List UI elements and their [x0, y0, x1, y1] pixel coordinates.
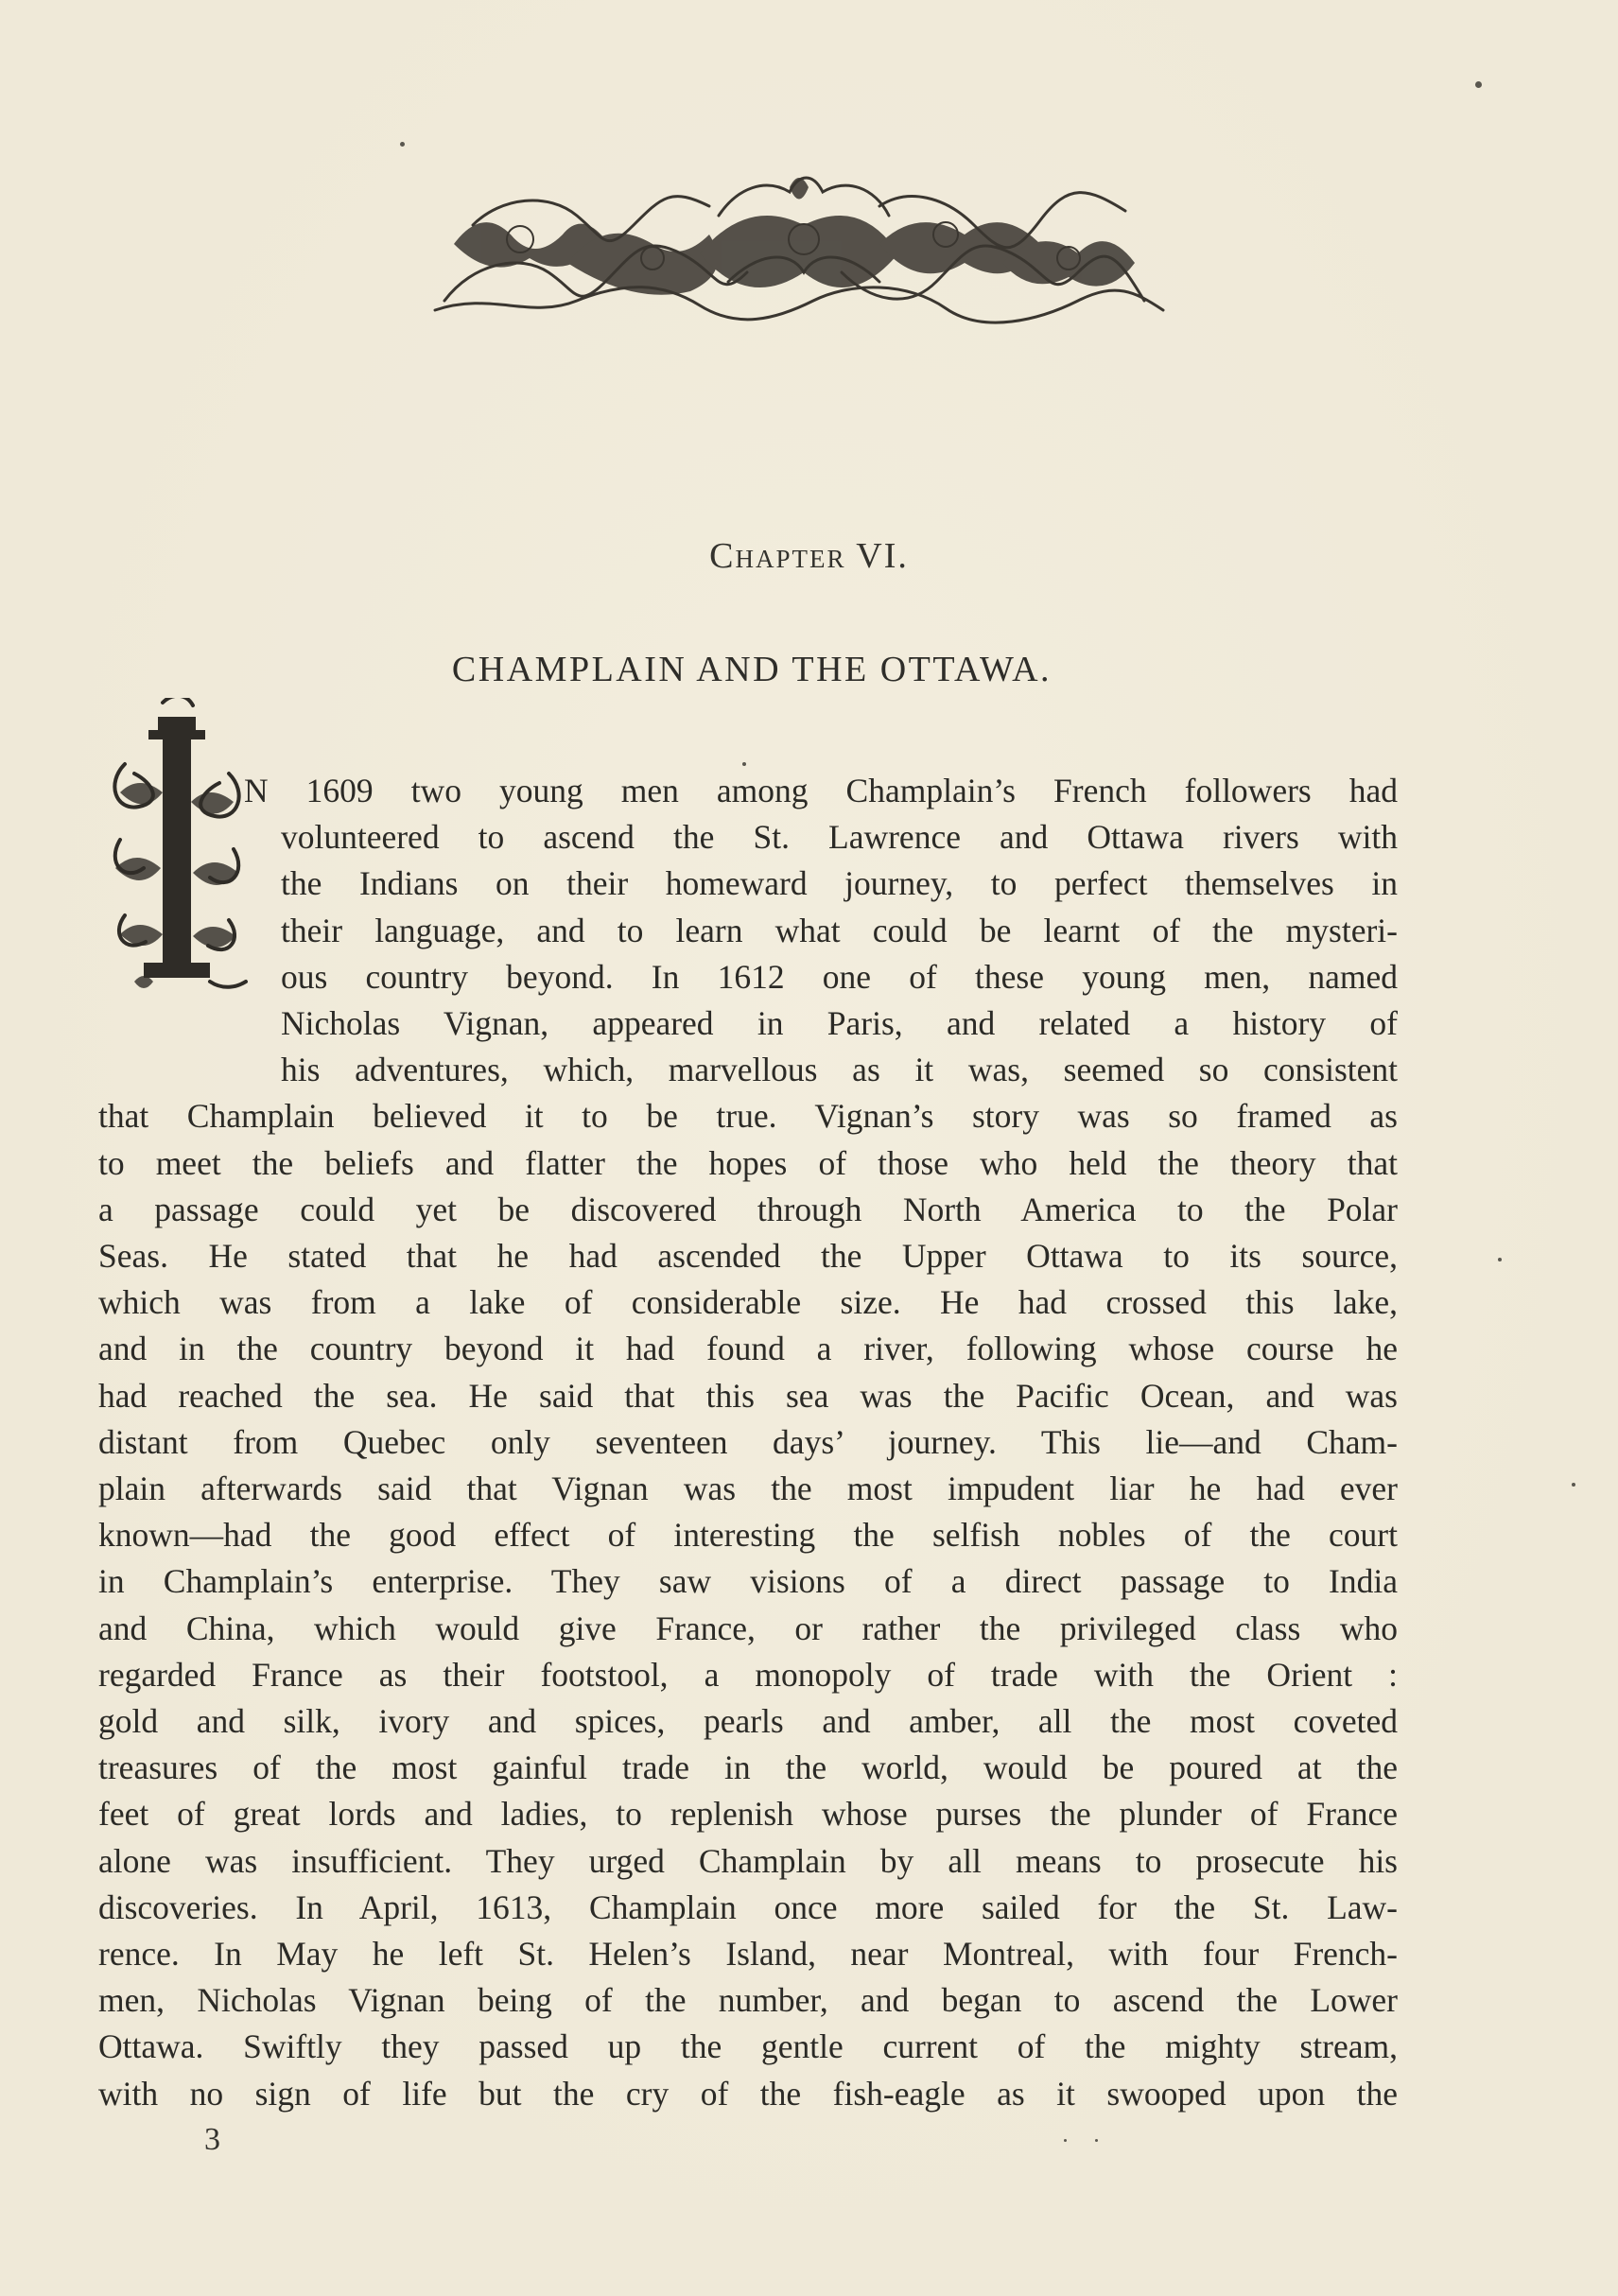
paragraph-line: discoveries. In April, 1613, Champlain once more sailed for the St. Law-	[98, 1887, 1398, 1926]
paragraph-line: distant from Quebec only seventeen days’ journey. This lie—and Cham-	[98, 1422, 1398, 1461]
paragraph-line: regarded France as their footstool, a monopoly of trade with the Orient :	[98, 1655, 1398, 1694]
paragraph-line: Nicholas Vignan, appeared in Paris, and related a history of	[281, 1004, 1398, 1043]
paper-speck	[1095, 2139, 1098, 2142]
paper-speck	[1572, 1483, 1575, 1487]
paragraph-line: volunteered to ascend the St. Lawrence and Ottawa rivers with	[281, 818, 1398, 857]
paper-speck	[400, 142, 405, 147]
paragraph-line: ous country beyond. In 1612 one of these young men, named	[281, 957, 1398, 996]
paper-speck	[742, 762, 746, 766]
chapter-title: CHAMPLAIN AND THE OTTAWA.	[451, 650, 1053, 689]
paragraph-line: that Champlain believed it to be true. Vignan’s story was so framed as	[98, 1097, 1398, 1136]
chapter-label	[0, 535, 1618, 577]
paragraph-line: their language, and to learn what could be learnt of the mysteri-	[281, 911, 1398, 949]
paragraph-line: alone was insufficient. They urged Champlain by all means to prosecute his	[98, 1841, 1398, 1880]
paragraph-line: plain afterwards said that Vignan was the most impudent liar he had ever	[98, 1470, 1398, 1508]
chapter-label-text: Chapter VI.	[709, 536, 909, 576]
paragraph-line: feet of great lords and ladies, to replenish whose purses the plunder of France	[98, 1795, 1398, 1834]
paragraph-line: with no sign of life but the cry of the fish-eagle as it swooped upon the	[98, 2074, 1398, 2113]
paragraph-line: Seas. He stated that he had ascended the Upper Ottawa to its source,	[98, 1237, 1398, 1276]
body-paragraph	[98, 768, 1398, 2117]
paragraph-line: in Champlain’s enterprise. They saw visions of a direct passage to India	[98, 1562, 1398, 1601]
paragraph-line: to meet the beliefs and flatter the hopes of those who held the theory that	[98, 1143, 1398, 1182]
paragraph-line: and in the country beyond it had found a river, following whose course he	[98, 1330, 1398, 1368]
paragraph-line: which was from a lake of considerable size. He had crossed this lake,	[98, 1283, 1398, 1322]
paper-speck	[1475, 81, 1482, 88]
paper-speck	[1064, 2139, 1067, 2142]
page-number: 3	[204, 2122, 220, 2157]
paragraph-line: gold and silk, ivory and spices, pearls and amber, all the most coveted	[98, 1702, 1398, 1741]
paragraph-line: Ottawa. Swiftly they passed up the gentle current of the mighty stream,	[98, 2027, 1398, 2066]
dropcap-letter: I	[177, 698, 178, 699]
ornamental-headpiece	[416, 168, 1173, 324]
paragraph-line: a passage could yet be discovered through North America to the Polar	[98, 1190, 1398, 1228]
paragraph-line: treasures of the most gainful trade in the world, would be poured at the	[98, 1748, 1398, 1787]
paragraph-line: N 1609 two young men among Champlain’s French followers had	[244, 772, 1398, 809]
paragraph-line: known—had the good effect of interesting the selfish nobles of the court	[98, 1516, 1398, 1555]
paragraph-line: his adventures, which, marvellous as it was, seemed so consistent	[281, 1051, 1398, 1089]
paragraph-line: the Indians on their homeward journey, to perfect themselves in	[281, 864, 1398, 903]
paragraph-line: men, Nicholas Vignan being of the number, and began to ascend the Lower	[98, 1981, 1398, 2020]
paper-speck	[1498, 1258, 1502, 1261]
paragraph-line: rence. In May he left St. Helen’s Island, near Montreal, with four French-	[98, 1935, 1398, 1974]
paragraph-line: had reached the sea. He said that this sea was the Pacific Ocean, and was	[98, 1376, 1398, 1415]
paragraph-line: and China, which would give France, or rather the privileged class who	[98, 1609, 1398, 1647]
